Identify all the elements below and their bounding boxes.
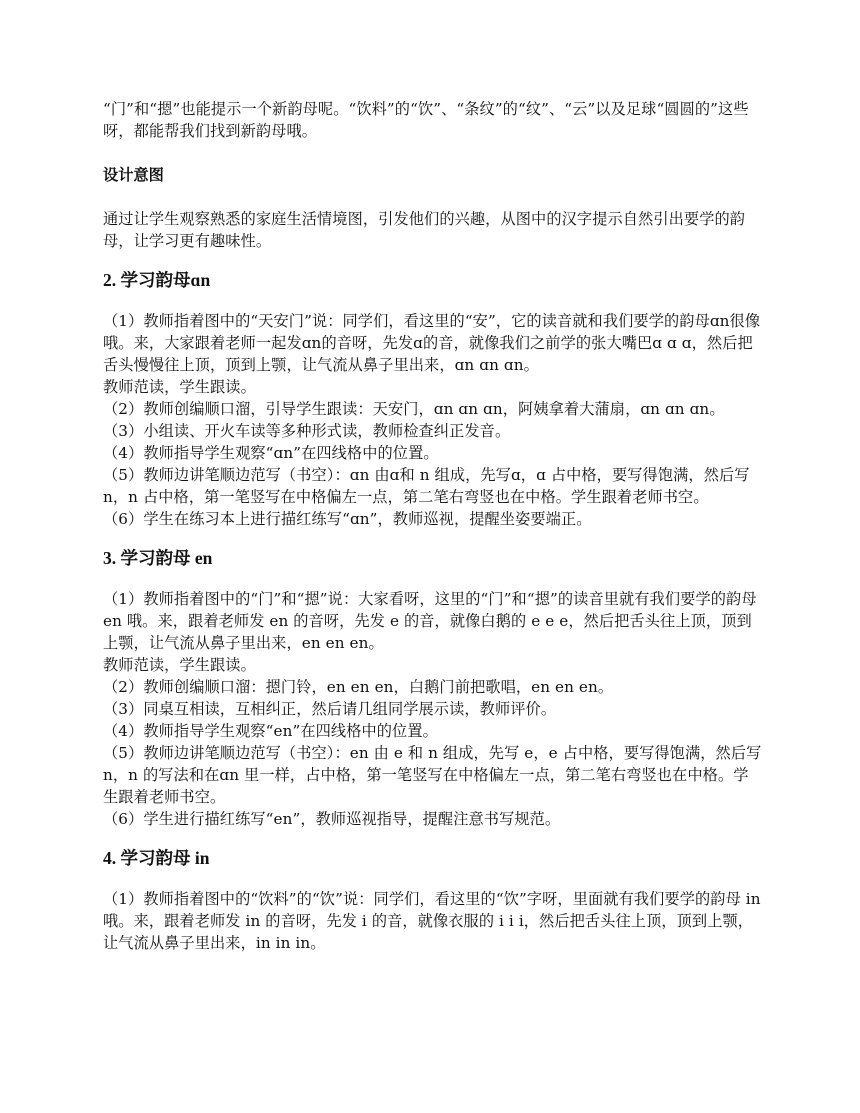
- section-line: （3）同桌互相读，互相纠正，然后请几组同学展示读，教师评价。: [103, 700, 557, 718]
- section-line: （2）教师创编顺口溜，引导学生跟读：天安门，ɑn ɑn ɑn，阿姨拿着大蒲扇，ɑn ɑn ɑn。: [103, 400, 725, 418]
- section-line: （6）学生在练习本上进行描红练写“ɑn”，教师巡视，提醒坐姿要端正。: [103, 510, 592, 528]
- section-line: （5）教师边讲笔顺边范写（书空）：ɑn 由ɑ和 n 组成，先写ɑ，ɑ 占中格，要写得饱满，然后写 n，n 占中格，第一笔竖写在中格偏左一点，第二笔右弯竖也在中格。学生跟着老师书空。: [103, 466, 750, 506]
- section-line: （1）教师指着图中的“门”和“摁”说：大家看呀，这里的“门”和“摁”的读音里就有我们要学的韵母 en 哦。来，跟着老师发 en 的音呀，先发 e 的音，就像白鹅的 e e e，然后把舌头往上顶，顶到上颚，让气流从鼻子里出来，en en en。: [103, 590, 757, 652]
- section-line: （1）教师指着图中的“饮料”的“饮”说：同学们，看这里的“饮”字呀，里面就有我们要学的韵母 in 哦。来，跟着老师发 in 的音呀，先发 i 的音，就像衣服的 i i i，然后把舌头往上顶，顶到上颚，让气流从鼻子里出来，in in in。: [103, 890, 761, 952]
- section-line: （3）小组读、开火车读等多种形式读，教师检查纠正发音。: [103, 422, 511, 440]
- section-heading: 2. 学习韵母ɑn: [103, 270, 211, 290]
- section-line: （4）教师指导学生观察“ɑn”在四线格中的位置。: [103, 444, 439, 462]
- intro-paragraph: “门”和“摁”也能提示一个新韵母呢。“饮料”的“饮”、“条纹”的“纹”、“云”以及足球“圆圆的”这些呀，都能帮我们找到新韵母哦。: [103, 100, 749, 140]
- section-heading: 4. 学习韵母 in: [103, 848, 210, 868]
- section-line: （1）教师指着图中的“天安门”说：同学们，看这里的“安”，它的读音就和我们要学的韵母ɑn很像哦。来，大家跟着老师一起发ɑn的音呀，先发ɑ的音，就像我们之前学的张大嘴巴ɑ ɑ ɑ，然后把舌头慢慢往上顶，顶到上颚，让气流从鼻子里出来，ɑn ɑn ɑn。: [103, 312, 761, 374]
- section-in: [103, 846, 763, 954]
- design-intent-label: 设计意图: [103, 166, 164, 184]
- section-line: （2）教师创编顺口溜：摁门铃，en en en，白鹅门前把歌唱，en en en。: [103, 678, 614, 696]
- section-heading: 3. 学习韵母 en: [103, 548, 213, 568]
- section-line: 教师范读，学生跟读。: [103, 656, 256, 674]
- section-line: （6）学生进行描红练写“en”，教师巡视指导，提醒注意书写规范。: [103, 810, 561, 828]
- section-en: [103, 546, 763, 830]
- design-intent-text: 通过让学生观察熟悉的家庭生活情境图，引发他们的兴趣，从图中的汉字提示自然引出要学的韵母，让学习更有趣味性。: [103, 210, 746, 250]
- section-line: 教师范读，学生跟读。: [103, 378, 256, 396]
- section-line: （5）教师边讲笔顺边范写（书空）：en 由 e 和 n 组成，先写 e，e 占中格，要写得饱满，然后写 n，n 的写法和在ɑn 里一样，占中格，第一笔竖写在中格偏左一点，第二笔右弯竖也在中格。学生跟着老师书空。: [103, 744, 762, 806]
- section-an: [103, 268, 763, 530]
- document-page: [103, 98, 763, 954]
- section-line: （4）教师指导学生观察“en”在四线格中的位置。: [103, 722, 438, 740]
